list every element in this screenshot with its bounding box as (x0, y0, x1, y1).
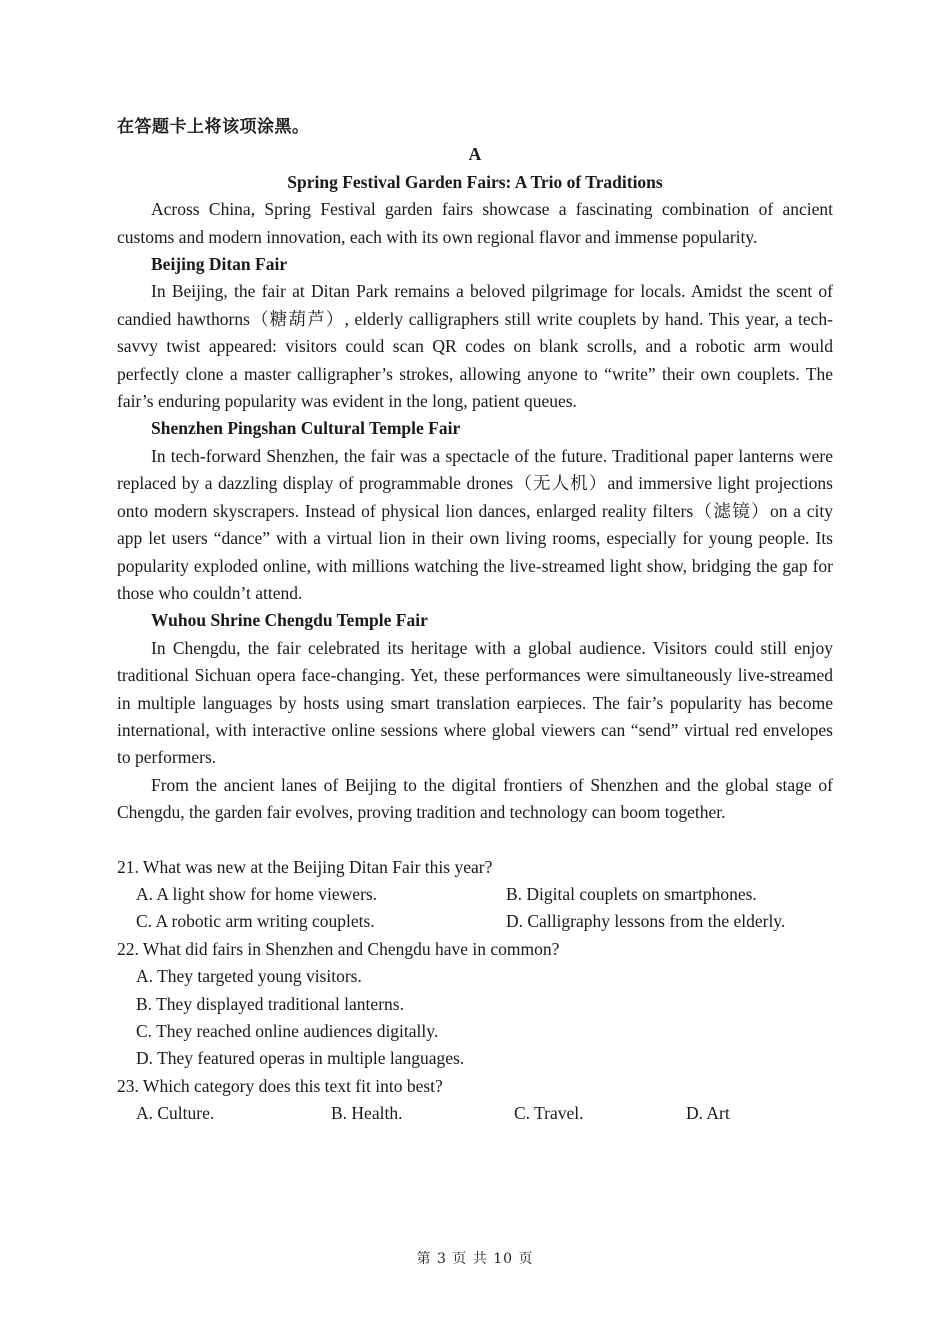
question-23-stem: 23. Which category does this text fit into best? (117, 1075, 443, 1096)
question-23-option-a: A. Culture. (136, 1103, 215, 1124)
question-21-option-a: A. A light show for home viewers. (136, 883, 378, 904)
question-23-options (117, 1100, 833, 1127)
question-22-option-a: A. They targeted young visitors. (136, 966, 362, 987)
question-22-option-d: D. They featured operas in multiple languages. (136, 1048, 465, 1069)
page-footer: 第 3 页 共 10 页 (416, 1251, 534, 1267)
section-letter: A (468, 144, 482, 165)
section-text-shenzhen: In tech-forward Shenzhen, the fair was a spectacle of the future. Traditional paper lanterns were replaced by a dazzling display of programmable drones（无人机）and immersive light projections onto modern skyscrapers. Instead of physical lion dances, enlarged reality filters（滤镜）on a city app let users “dance” with a virtual lion in their own living rooms, especially for young people. Its popularity exploded online, with millions watching the live-streamed light show, bridging the gap for those who couldn’t attend. (117, 445, 833, 603)
document-page (117, 114, 833, 1128)
conclusion-paragraph: From the ancient lanes of Beijing to the digital frontiers of Shenzhen and the global stage of Chengdu, the garden fair evolves, proving tradition and technology can boom together. (117, 774, 833, 823)
question-21-option-c: C. A robotic arm writing couplets. (136, 911, 375, 932)
question-22-stem: 22. What did fairs in Shenzhen and Chengdu have in common? (117, 938, 560, 959)
section-heading-beijing: Beijing Ditan Fair (151, 254, 288, 275)
question-list (117, 854, 833, 1128)
section-text-chengdu: In Chengdu, the fair celebrated its heritage with a global audience. Visitors could still enjoy traditional Sichuan opera face-changing. Yet, these performances were simultaneously live-streamed in multiple languages by hosts using smart translation earpieces. The fair’s popularity has become international, with interactive online sessions where global viewers can “send” virtual red envelopes to performers. (117, 637, 833, 768)
question-22-option-c: C. They reached online audiences digitally. (136, 1021, 439, 1041)
answer-sheet-instruction: 在答题卡上将该项涂黑。 (117, 117, 310, 137)
intro-paragraph: Across China, Spring Festival garden fairs showcase a fascinating combination of ancient customs and modern innovation, each with its own regional flavor and immense popularity. (117, 199, 833, 247)
question-21-option-d: D. Calligraphy lessons from the elderly. (506, 911, 786, 932)
section-heading-shenzhen: Shenzhen Pingshan Cultural Temple Fair (151, 418, 461, 439)
question-21-option-b: B. Digital couplets on smartphones. (506, 883, 757, 904)
question-21-stem: 21. What was new at the Beijing Ditan Fair this year? (117, 856, 493, 877)
question-23-option-c: C. Travel. (514, 1103, 584, 1124)
question-23-option-b: B. Health. (331, 1103, 403, 1124)
section-text-beijing: In Beijing, the fair at Ditan Park remains a beloved pilgrimage for locals. Amidst the scent of candied hawthorns（糖葫芦）, elderly calligraphers still write couplets by hand. This year, a tech-savvy twist appeared: visitors could scan QR codes on blank scrolls, and a robotic arm would perfectly clone a master calligrapher’s strokes, allowing anyone to “write” their own couplets. The fair’s enduring popularity was evident in the long, patient queues. (117, 281, 833, 412)
section-heading-chengdu: Wuhou Shrine Chengdu Temple Fair (151, 610, 428, 631)
question-23-option-d: D. Art (686, 1103, 730, 1124)
question-21-options-row-2 (117, 908, 833, 935)
question-21-options-row-1 (117, 881, 833, 908)
passage-title: Spring Festival Garden Fairs: A Trio of Traditions (287, 171, 663, 192)
question-22-option-b: B. They displayed traditional lanterns. (136, 993, 404, 1014)
